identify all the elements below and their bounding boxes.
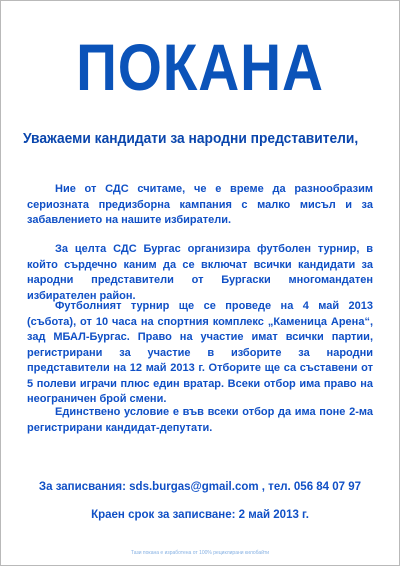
- paragraph-details: [27, 299, 373, 408]
- page-title: ПОКАНА: [76, 30, 324, 104]
- salutation-heading: Уважаеми кандидати за народни представители,: [23, 130, 359, 147]
- paragraph-tournament: [27, 242, 373, 304]
- registration-contact: За записвания: sds.burgas@gmail.com , тел. 056 84 07 97: [38, 481, 362, 493]
- paragraph-tournament-text: За целта СДС Бургас организира футболен турнир, в който сърдечно каним да се включат всички кандидати за народни представители от Бургаски многомандатен избирателен район.: [27, 243, 373, 302]
- paragraph-intro: [27, 182, 373, 229]
- paragraph-intro-text: Ние от СДС считаме, че е време да разнообразим сериозната предизборна кампания с малко мисъл и за забавлението на нашите избиратели.: [27, 183, 373, 226]
- registration-deadline: Краен срок за записване: 2 май 2013 г.: [91, 509, 309, 521]
- footnote: Тази покана е изработена от 100% рециклирани килобайти: [130, 550, 270, 556]
- paragraph-details-text: Футболният турнир ще се проведе на 4 май 2013 (събота), от 10 часа на спортния комплекс „Каменица Арена“, зад МБАЛ-Бургас. Право на участие имат всички партии, регистрирани за участие в изборите за народни представители на 12 май 2013 г. Отборите ще са съставени от 5 полеви играчи плюс един вратар. Всеки отбор има право на неограничен брой смени.: [27, 300, 373, 405]
- paragraph-condition: [27, 405, 373, 436]
- paragraph-condition-text: Единствено условие е във всеки отбор да има поне 2-ма регистрирани кандидат-депутати.: [27, 406, 373, 434]
